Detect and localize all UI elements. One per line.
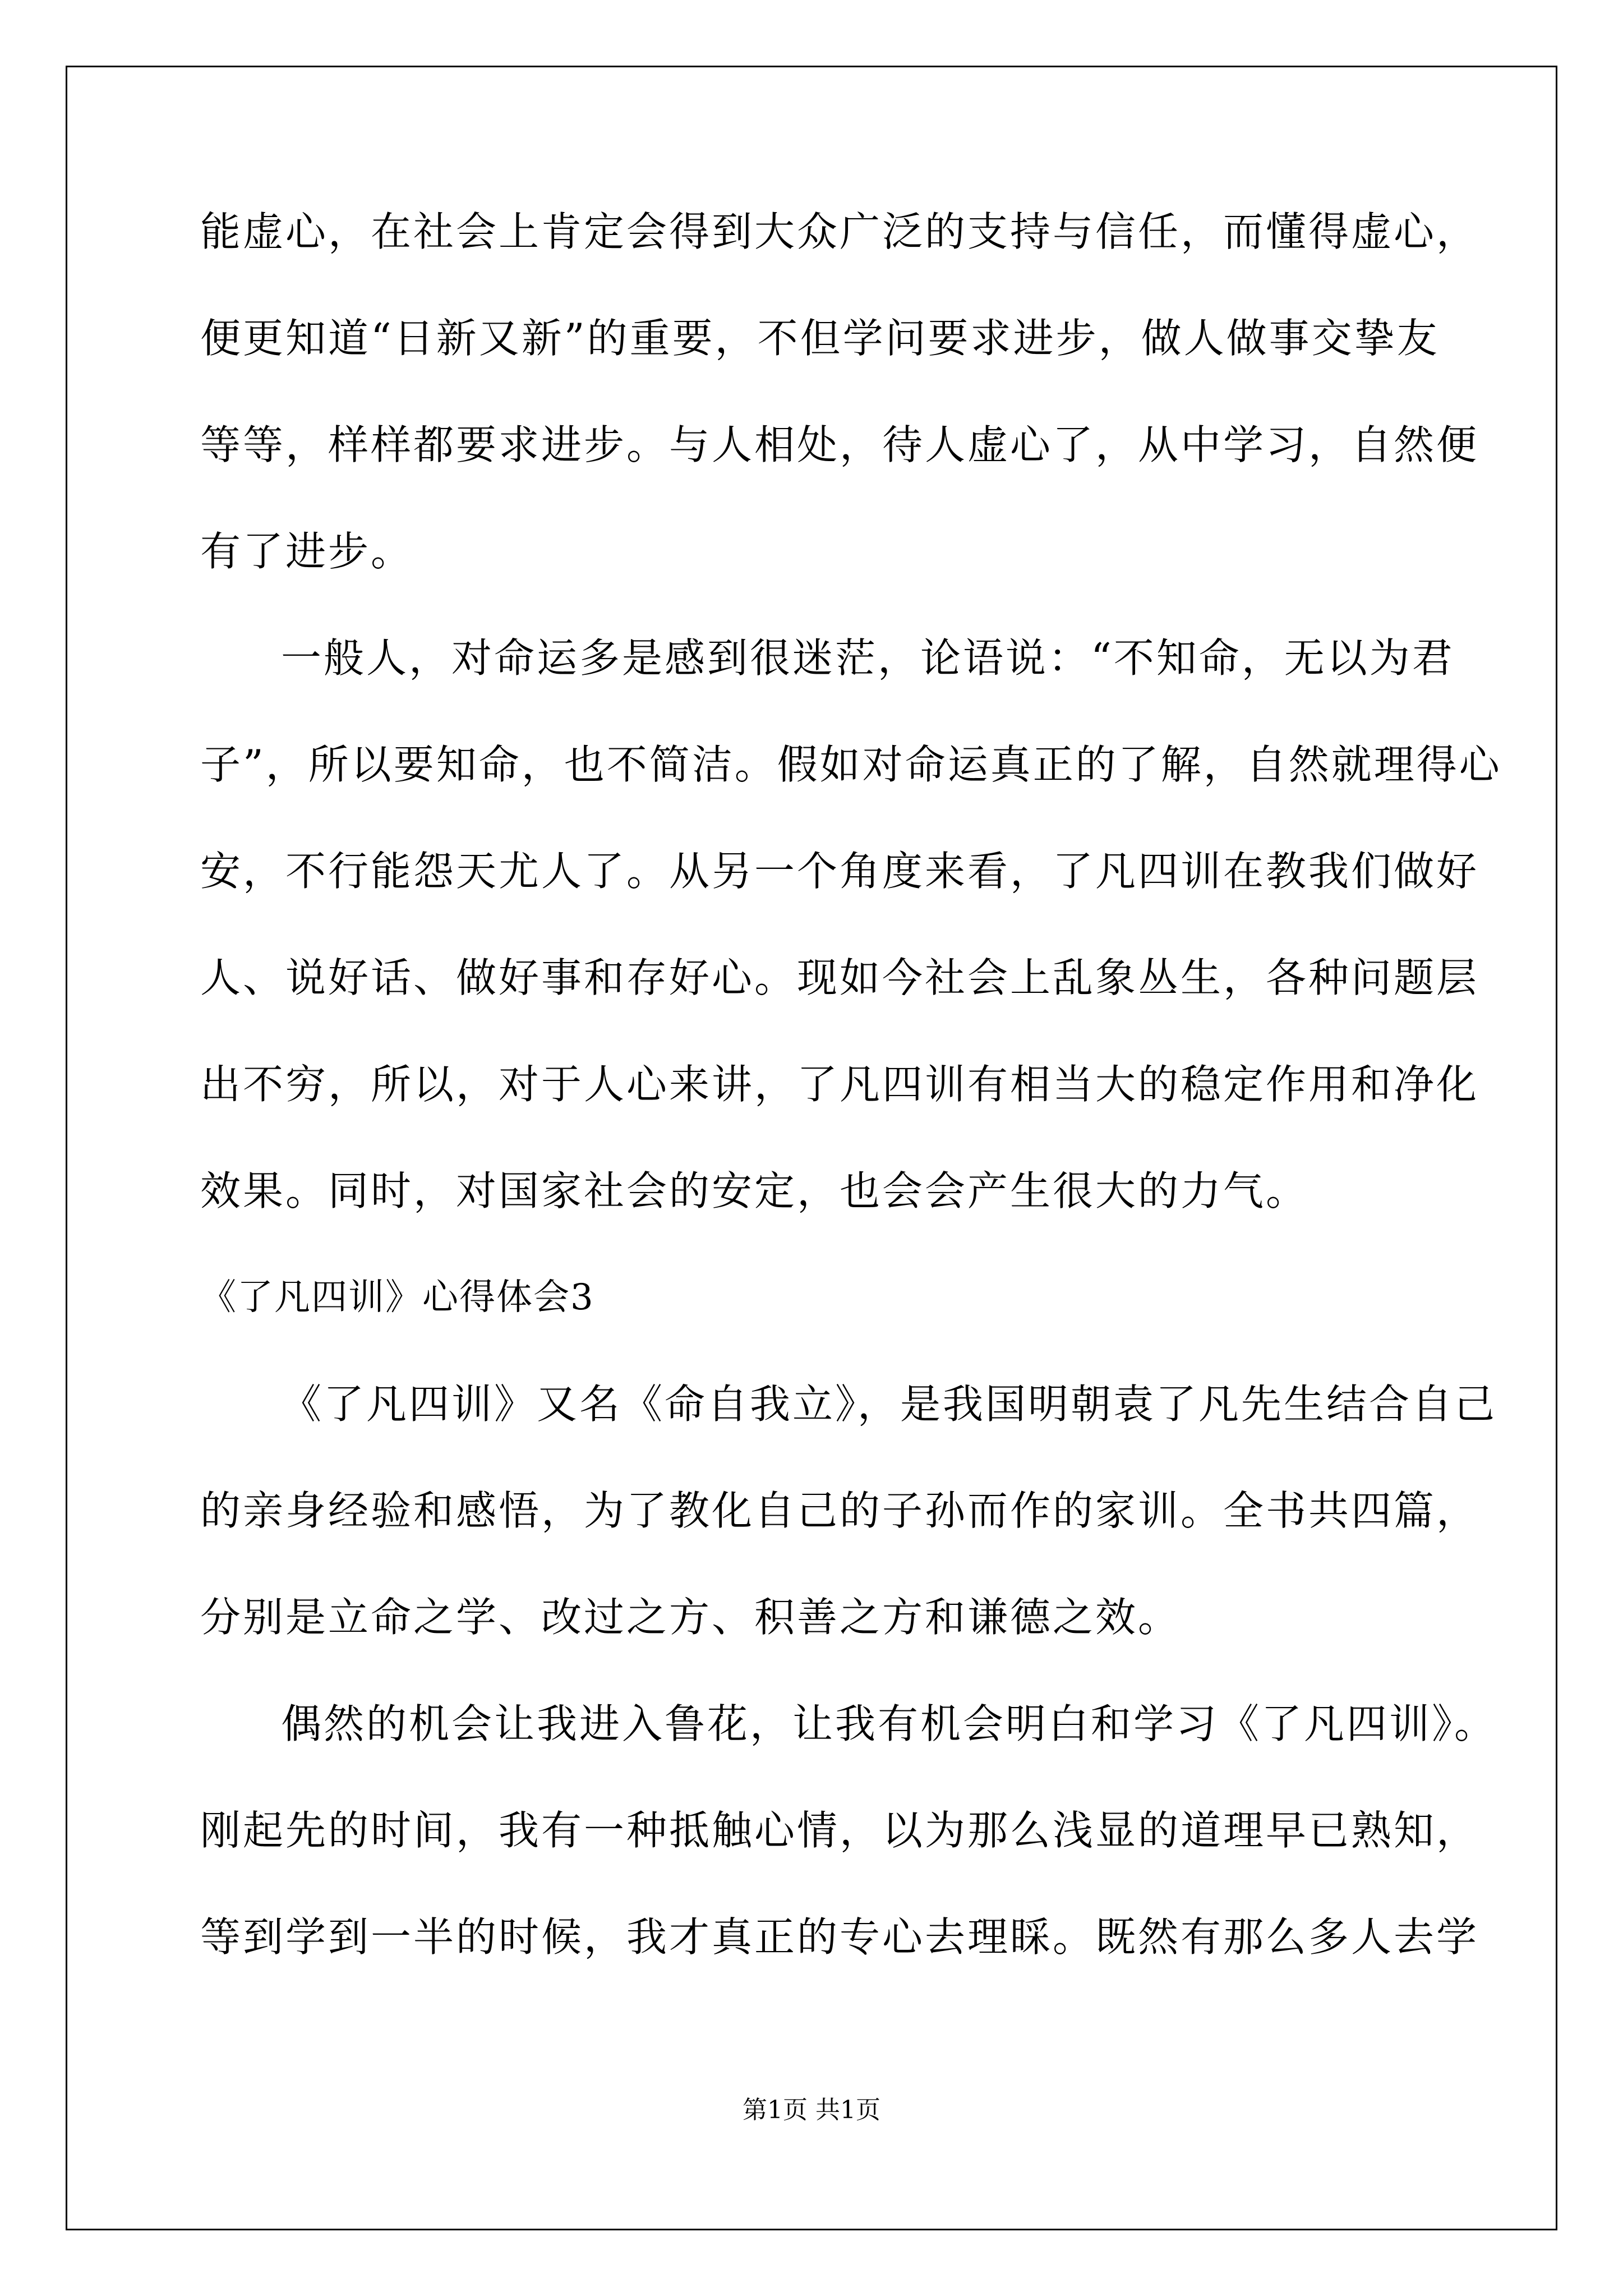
paragraph-line: 等到学到一半的时候，我才真正的专心去理睬。既然有那么多人去学 <box>200 1913 1479 1961</box>
paragraph-line: 出不穷，所以，对于人心来讲，了凡四训有相当大的稳定作用和净化 <box>200 1061 1479 1108</box>
paragraph-line: 偶然的机会让我进入鲁花，让我有机会明白和学习《了凡四训》。 <box>281 1700 1497 1747</box>
paragraph-line: 子”，所以要知命，也不简洁。假如对命运真正的了解，自然就理得心 <box>200 741 1502 788</box>
paragraph-line: 的亲身经验和感悟，为了教化自己的子孙而作的家训。全书共四篇， <box>200 1487 1479 1534</box>
paragraph-line: 人、说好话、做好事和存好心。现如今社会上乱象丛生，各种问题层 <box>200 954 1479 1001</box>
paragraph-line: 分别是立命之学、改过之方、积善之方和谦德之效。 <box>200 1594 1181 1641</box>
document-body <box>200 0 1502 2019</box>
paragraph-line: 《了凡四训》又名《命自我立》，是我国明朝袁了凡先生结合自己 <box>281 1381 1497 1428</box>
page-number-footer: 第1页 共1页 <box>743 2096 880 2124</box>
section-heading: 《了凡四训》心得体会3 <box>200 1277 594 1318</box>
paragraph-line: 有了进步。 <box>200 528 414 575</box>
paragraph-line: 刚起先的时间，我有一种抵触心情，以为那么浅显的道理早已熟知， <box>200 1807 1479 1854</box>
paragraph-line: 安，不行能怨天尤人了。从另一个角度来看，了凡四训在教我们做好 <box>200 848 1479 895</box>
paragraph-line: 等等，样样都要求进步。与人相处，待人虚心了，从中学习，自然便 <box>200 421 1479 468</box>
paragraph-line: 能虚心，在社会上肯定会得到大众广泛的支持与信任，而懂得虚心， <box>200 208 1479 255</box>
paragraph-line: 便更知道“日新又新”的重要，不但学问要求进步，做人做事交挚友 <box>200 315 1440 362</box>
paragraph-line: 一般人，对命运多是感到很迷茫，论语说：“不知命，无以为君 <box>281 634 1455 682</box>
paragraph-line: 效果。同时，对国家社会的安定，也会会产生很大的力气。 <box>200 1167 1309 1214</box>
